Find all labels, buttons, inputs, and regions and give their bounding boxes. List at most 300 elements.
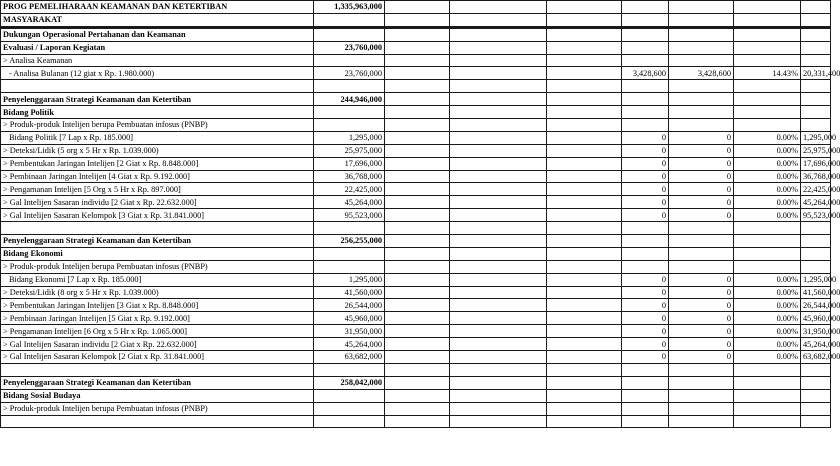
value-cell-col-6: 0 [669,196,734,209]
value-cell-col-1: 258,042,000 [314,376,385,389]
value-cell-col-8 [801,93,831,106]
value-cell-col-3 [450,402,547,415]
value-cell-col-7: 0.00% [734,209,801,222]
value-cell-col-7 [734,54,801,67]
value-cell-col-1: 244,946,000 [314,93,385,106]
value-cell-col-8: 63,682,000 [801,351,831,364]
row-label-cell: > Deteksi/Lidik (8 org x 5 Hr x Rp. 1.039.000) [1,286,314,299]
value-cell-col-5: 0 [622,196,669,209]
row-label-cell: - Analisa Bulanan (12 giat x Rp. 1.980.000) [1,67,314,80]
value-cell-col-8 [801,235,831,248]
table-row [1,80,831,93]
value-cell-col-2 [385,273,450,286]
value-cell-col-5 [622,376,669,389]
table-row [1,402,831,415]
value-cell-col-1: 1,295,000 [314,273,385,286]
table-row [1,170,831,183]
value-cell-col-8: 41,560,000 [801,286,831,299]
value-cell-col-3 [450,286,547,299]
value-cell-col-6: 0 [669,170,734,183]
value-cell-col-3 [450,131,547,144]
value-cell-col-7 [734,13,801,27]
value-cell-col-4 [547,67,622,80]
table-row [1,351,831,364]
value-cell-col-5 [622,93,669,106]
value-cell-col-8 [801,27,831,41]
value-cell-col-6: 3,428,600 [669,67,734,80]
value-cell-col-1 [314,54,385,67]
value-cell-col-6 [669,27,734,41]
row-label-cell: Penyelenggaraan Strategi Keamanan dan Ketertiban [1,93,314,106]
value-cell-col-2 [385,299,450,312]
table-row [1,27,831,41]
value-cell-col-3 [450,67,547,80]
value-cell-col-1 [314,222,385,235]
value-cell-col-6 [669,41,734,54]
value-cell-col-1: 63,682,000 [314,351,385,364]
value-cell-col-7: 0.00% [734,325,801,338]
value-cell-col-6: 0 [669,131,734,144]
value-cell-col-8 [801,402,831,415]
table-row [1,389,831,402]
value-cell-col-2 [385,157,450,170]
value-cell-col-3 [450,80,547,93]
table-row [1,222,831,235]
value-cell-col-1: 1,335,963,000 [314,1,385,14]
value-cell-col-3 [450,312,547,325]
value-cell-col-2 [385,402,450,415]
value-cell-col-1: 26,544,000 [314,299,385,312]
table-row [1,286,831,299]
value-cell-col-2 [385,183,450,196]
value-cell-col-4 [547,170,622,183]
value-cell-col-3 [450,106,547,119]
value-cell-col-6 [669,93,734,106]
value-cell-col-3 [450,209,547,222]
value-cell-col-7 [734,41,801,54]
value-cell-col-5: 0 [622,170,669,183]
value-cell-col-6: 0 [669,351,734,364]
value-cell-col-3 [450,157,547,170]
table-row [1,376,831,389]
value-cell-col-4 [547,144,622,157]
value-cell-col-5 [622,41,669,54]
table-row [1,131,831,144]
value-cell-col-8 [801,13,831,27]
value-cell-col-8 [801,363,831,376]
value-cell-col-4 [547,286,622,299]
value-cell-col-6 [669,247,734,260]
value-cell-col-5: 3,428,600 [622,67,669,80]
value-cell-col-2 [385,312,450,325]
table-row [1,41,831,54]
row-label-cell: > Analisa Keamanan [1,54,314,67]
value-cell-col-1 [314,119,385,132]
value-cell-col-5: 0 [622,299,669,312]
value-cell-col-3 [450,54,547,67]
value-cell-col-2 [385,131,450,144]
value-cell-col-7: 0.00% [734,299,801,312]
value-cell-col-4 [547,80,622,93]
value-cell-col-3 [450,170,547,183]
row-label-cell: > Deteksi/Lidik (5 org x 5 Hr x Rp. 1.039.000) [1,144,314,157]
value-cell-col-3 [450,27,547,41]
value-cell-col-1 [314,247,385,260]
value-cell-col-1: 23,760,000 [314,41,385,54]
value-cell-col-4 [547,338,622,351]
value-cell-col-7: 0.00% [734,273,801,286]
table-row [1,415,831,428]
value-cell-col-5 [622,389,669,402]
value-cell-col-4 [547,131,622,144]
value-cell-col-3 [450,119,547,132]
value-cell-col-7 [734,415,801,428]
value-cell-col-8 [801,389,831,402]
value-cell-col-8 [801,260,831,273]
value-cell-col-4 [547,119,622,132]
row-label-cell: > Gal Intelijen Sasaran individu [2 Giat x Rp. 22.632.000] [1,338,314,351]
value-cell-col-8: 1,295,000 [801,273,831,286]
row-label-cell: > Pembinaan Jaringan Intelijen [5 Giat x Rp. 9.192.000] [1,312,314,325]
value-cell-col-5: 0 [622,183,669,196]
value-cell-col-7 [734,119,801,132]
value-cell-col-6: 0 [669,209,734,222]
value-cell-col-2 [385,170,450,183]
value-cell-col-7: 0.00% [734,196,801,209]
value-cell-col-4 [547,13,622,27]
row-label-cell: Penyelenggaraan Strategi Keamanan dan Ketertiban [1,235,314,248]
value-cell-col-5 [622,222,669,235]
value-cell-col-2 [385,351,450,364]
row-label-cell: > Pengamanan Intelijen [6 Org x 5 Hr x Rp. 1.065.000] [1,325,314,338]
row-label-cell: PROG PEMELIHARAAN KEAMANAN DAN KETERTIBAN [1,1,314,14]
value-cell-col-1: 36,768,000 [314,170,385,183]
value-cell-col-3 [450,183,547,196]
value-cell-col-3 [450,222,547,235]
table-row [1,235,831,248]
row-label-cell: Bidang Ekonomi [7 Lap x Rp. 185.000] [1,273,314,286]
row-label-cell: > Pengamanan Intelijen [5 Org x 5 Hr x Rp. 897.000] [1,183,314,196]
value-cell-col-2 [385,376,450,389]
value-cell-col-2 [385,363,450,376]
value-cell-col-7 [734,389,801,402]
value-cell-col-7 [734,27,801,41]
value-cell-col-2 [385,209,450,222]
table-row [1,209,831,222]
table-row [1,144,831,157]
row-label-cell: Bidang Sosial Budaya [1,389,314,402]
table-row [1,1,831,14]
value-cell-col-3 [450,338,547,351]
value-cell-col-6 [669,376,734,389]
value-cell-col-1: 17,696,000 [314,157,385,170]
value-cell-col-2 [385,222,450,235]
value-cell-col-4 [547,389,622,402]
value-cell-col-8 [801,222,831,235]
table-row [1,157,831,170]
value-cell-col-4 [547,235,622,248]
value-cell-col-2 [385,235,450,248]
value-cell-col-1 [314,389,385,402]
value-cell-col-7 [734,376,801,389]
value-cell-col-1: 45,264,000 [314,338,385,351]
row-label-cell: > Produk-produk Intelijen berupa Pembuatan infosus (PNBP) [1,260,314,273]
value-cell-col-6: 0 [669,299,734,312]
value-cell-col-2 [385,54,450,67]
value-cell-col-6 [669,54,734,67]
value-cell-col-2 [385,27,450,41]
value-cell-col-8 [801,54,831,67]
row-label-cell: > Gal Intelijen Sasaran Kelompok [2 Giat x Rp. 31.841.000] [1,351,314,364]
value-cell-col-4 [547,312,622,325]
value-cell-col-8 [801,415,831,428]
table-row [1,363,831,376]
value-cell-col-1: 45,960,000 [314,312,385,325]
row-label-cell: > Pembentukan Jaringan Intelijen [2 Giat x Rp. 8.848.000] [1,157,314,170]
value-cell-col-6 [669,13,734,27]
value-cell-col-8 [801,106,831,119]
value-cell-col-8: 1,295,000 [801,131,831,144]
value-cell-col-2 [385,144,450,157]
value-cell-col-5 [622,363,669,376]
value-cell-col-6 [669,119,734,132]
value-cell-col-7: 0.00% [734,338,801,351]
value-cell-col-6 [669,415,734,428]
value-cell-col-7: 0.00% [734,157,801,170]
row-label-cell: > Produk-produk Intelijen berupa Pembuatan infosus (PNBP) [1,402,314,415]
value-cell-col-1: 256,255,000 [314,235,385,248]
value-cell-col-5 [622,54,669,67]
value-cell-col-5 [622,27,669,41]
value-cell-col-1 [314,260,385,273]
value-cell-col-3 [450,363,547,376]
value-cell-col-3 [450,260,547,273]
value-cell-col-5 [622,235,669,248]
value-cell-col-5 [622,106,669,119]
value-cell-col-2 [385,247,450,260]
value-cell-col-7: 0.00% [734,351,801,364]
table-row [1,119,831,132]
value-cell-col-2 [385,196,450,209]
value-cell-col-5 [622,402,669,415]
value-cell-col-8 [801,247,831,260]
value-cell-col-5: 0 [622,209,669,222]
value-cell-col-6: 0 [669,144,734,157]
row-label-cell: Penyelenggaraan Strategi Keamanan dan Ketertiban [1,376,314,389]
value-cell-col-4 [547,299,622,312]
value-cell-col-1: 25,975,000 [314,144,385,157]
value-cell-col-8: 20,331,400 [801,67,831,80]
value-cell-col-7: 0.00% [734,286,801,299]
value-cell-col-2 [385,260,450,273]
row-label-cell: Bidang Politik [1,106,314,119]
value-cell-col-1 [314,80,385,93]
value-cell-col-3 [450,389,547,402]
value-cell-col-1 [314,13,385,27]
value-cell-col-2 [385,325,450,338]
value-cell-col-5: 0 [622,286,669,299]
table-row [1,196,831,209]
row-label-cell: Bidang Ekonomi [1,247,314,260]
value-cell-col-8: 26,544,000 [801,299,831,312]
value-cell-col-6: 0 [669,325,734,338]
value-cell-col-7: 0.00% [734,144,801,157]
table-row [1,247,831,260]
row-label-cell: > Gal Intelijen Sasaran individu [2 Giat x Rp. 22.632.000] [1,196,314,209]
value-cell-col-2 [385,119,450,132]
value-cell-col-6 [669,260,734,273]
value-cell-col-2 [385,286,450,299]
row-label-cell: Evaluasi / Laporan Kegiatan [1,41,314,54]
value-cell-col-4 [547,54,622,67]
value-cell-col-3 [450,247,547,260]
value-cell-col-4 [547,402,622,415]
value-cell-col-7 [734,235,801,248]
value-cell-col-1 [314,402,385,415]
value-cell-col-5 [622,247,669,260]
value-cell-col-7 [734,247,801,260]
table-row [1,260,831,273]
value-cell-col-5: 0 [622,312,669,325]
value-cell-col-8 [801,376,831,389]
row-label-cell [1,415,314,428]
row-label-cell: > Gal Intelijen Sasaran Kelompok [3 Giat x Rp. 31.841.000] [1,209,314,222]
value-cell-col-1: 1,295,000 [314,131,385,144]
value-cell-col-6 [669,235,734,248]
value-cell-col-1: 23,760,000 [314,67,385,80]
value-cell-col-4 [547,183,622,196]
value-cell-col-7 [734,222,801,235]
table-row [1,338,831,351]
value-cell-col-3 [450,273,547,286]
value-cell-col-1: 95,523,000 [314,209,385,222]
value-cell-col-4 [547,1,622,14]
value-cell-col-6 [669,222,734,235]
value-cell-col-6 [669,1,734,14]
value-cell-col-3 [450,235,547,248]
value-cell-col-2 [385,1,450,14]
value-cell-col-5: 0 [622,338,669,351]
value-cell-col-8: 25,975,000 [801,144,831,157]
row-label-cell: MASYARAKAT [1,13,314,27]
value-cell-col-4 [547,260,622,273]
value-cell-col-1 [314,415,385,428]
value-cell-col-7: 0.00% [734,312,801,325]
table-row [1,325,831,338]
value-cell-col-4 [547,273,622,286]
value-cell-col-7 [734,80,801,93]
value-cell-col-2 [385,415,450,428]
value-cell-col-5: 0 [622,351,669,364]
value-cell-col-6 [669,402,734,415]
value-cell-col-8: 22,425,000 [801,183,831,196]
value-cell-col-6: 0 [669,312,734,325]
row-label-cell [1,363,314,376]
value-cell-col-4 [547,363,622,376]
value-cell-col-1 [314,363,385,376]
value-cell-col-5 [622,13,669,27]
value-cell-col-7 [734,260,801,273]
table-row [1,183,831,196]
value-cell-col-8: 45,264,000 [801,196,831,209]
value-cell-col-1: 41,560,000 [314,286,385,299]
value-cell-col-4 [547,222,622,235]
value-cell-col-5 [622,260,669,273]
table-row [1,54,831,67]
value-cell-col-2 [385,67,450,80]
value-cell-col-8: 17,696,000 [801,157,831,170]
value-cell-col-4 [547,415,622,428]
table-row [1,93,831,106]
value-cell-col-2 [385,389,450,402]
row-label-cell: > Pembentukan Jaringan Intelijen [3 Giat x Rp. 8.848.000] [1,299,314,312]
value-cell-col-5: 0 [622,144,669,157]
value-cell-col-4 [547,376,622,389]
value-cell-col-6 [669,389,734,402]
value-cell-col-7: 0.00% [734,170,801,183]
table-row [1,312,831,325]
row-label-cell: Bidang Politik [7 Lap x Rp. 185.000] [1,131,314,144]
table-row [1,273,831,286]
value-cell-col-8: 45,960,000 [801,312,831,325]
value-cell-col-5: 0 [622,273,669,286]
value-cell-col-2 [385,106,450,119]
value-cell-col-3 [450,144,547,157]
row-label-cell [1,80,314,93]
value-cell-col-4 [547,351,622,364]
value-cell-col-8 [801,80,831,93]
value-cell-col-5 [622,415,669,428]
value-cell-col-1: 31,950,000 [314,325,385,338]
value-cell-col-6: 0 [669,273,734,286]
value-cell-col-7 [734,363,801,376]
value-cell-col-5: 0 [622,131,669,144]
value-cell-col-4 [547,93,622,106]
value-cell-col-4 [547,27,622,41]
value-cell-col-4 [547,325,622,338]
value-cell-col-3 [450,93,547,106]
value-cell-col-8 [801,1,831,14]
value-cell-col-1: 45,264,000 [314,196,385,209]
value-cell-col-7 [734,106,801,119]
value-cell-col-7 [734,1,801,14]
value-cell-col-8: 36,768,000 [801,170,831,183]
value-cell-col-7: 0.00% [734,183,801,196]
row-label-cell: > Produk-produk Intelijen berupa Pembuatan infosus (PNBP) [1,119,314,132]
value-cell-col-5: 0 [622,325,669,338]
value-cell-col-1: 22,425,000 [314,183,385,196]
value-cell-col-6: 0 [669,183,734,196]
value-cell-col-7 [734,402,801,415]
value-cell-col-6: 0 [669,157,734,170]
value-cell-col-3 [450,415,547,428]
value-cell-col-2 [385,80,450,93]
table-row [1,67,831,80]
value-cell-col-2 [385,13,450,27]
table-row [1,13,831,27]
value-cell-col-2 [385,93,450,106]
value-cell-col-3 [450,299,547,312]
value-cell-col-6 [669,363,734,376]
value-cell-col-3 [450,351,547,364]
value-cell-col-1 [314,27,385,41]
value-cell-col-5 [622,80,669,93]
value-cell-col-3 [450,196,547,209]
value-cell-col-4 [547,247,622,260]
value-cell-col-5: 0 [622,157,669,170]
value-cell-col-2 [385,338,450,351]
table-row [1,299,831,312]
